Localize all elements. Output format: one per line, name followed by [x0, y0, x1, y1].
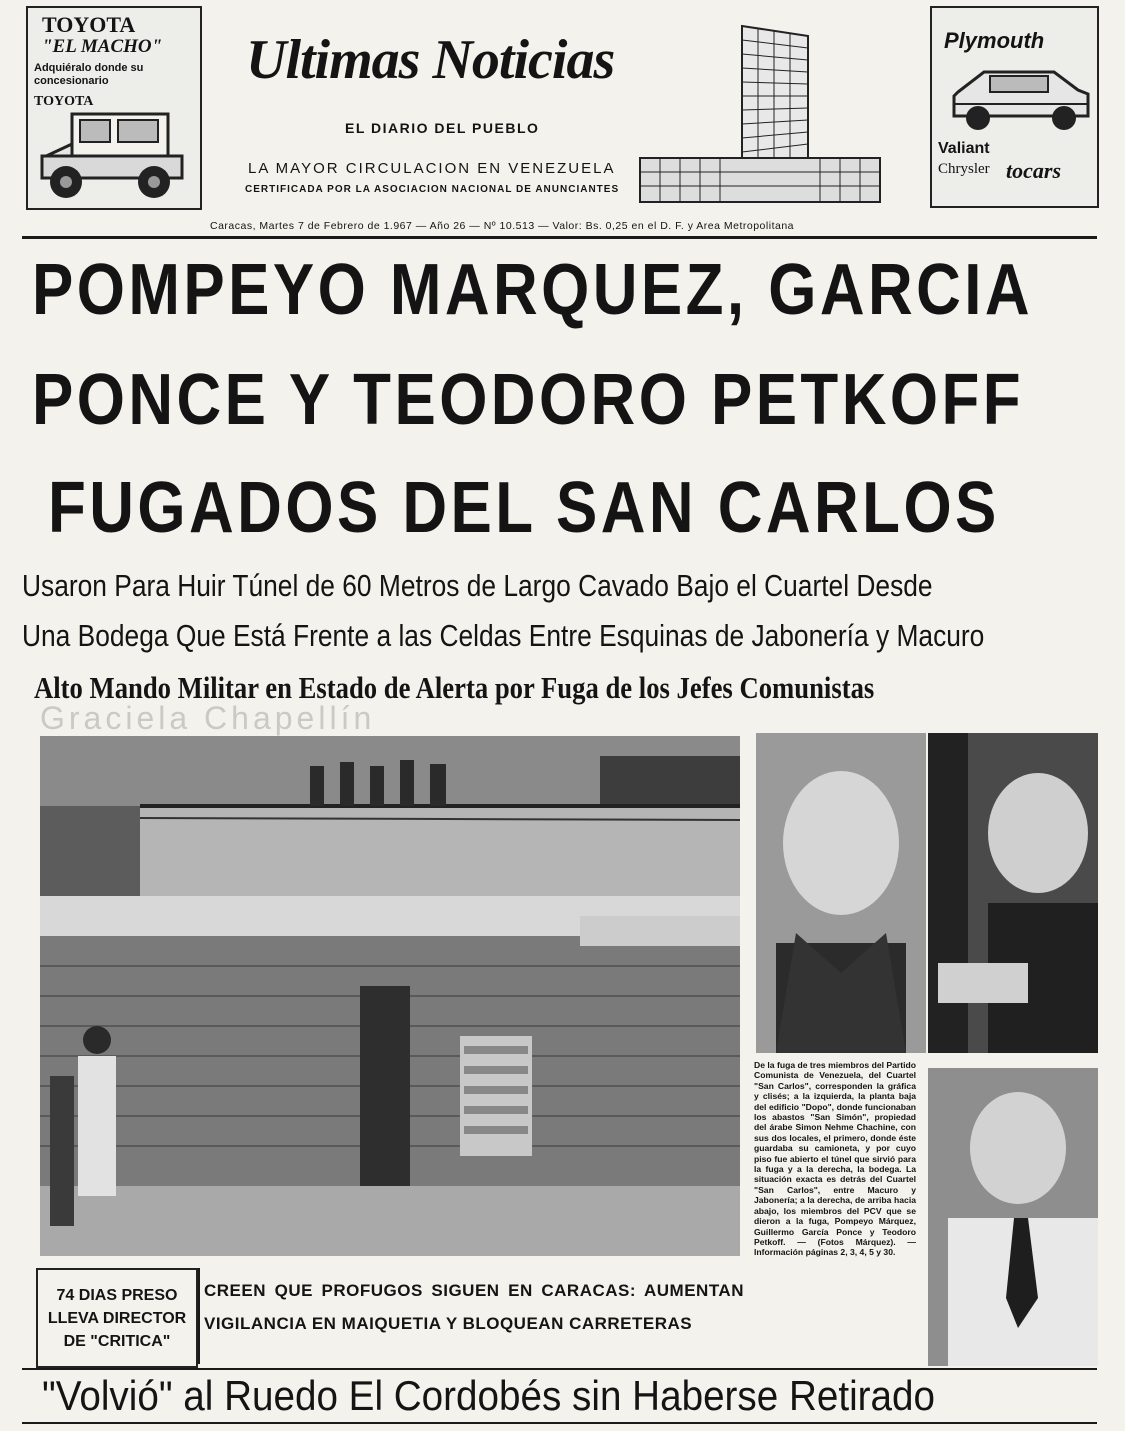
plymouth-ad-valiant: Valiant: [938, 140, 990, 157]
masthead-subtitle: EL DIARIO DEL PUEBLO: [345, 120, 540, 136]
headline-line-3: FUGADOS DEL SAN CARLOS: [48, 468, 1000, 548]
masthead-rule: [22, 236, 1097, 239]
plymouth-ad-chrysler: Chrysler: [938, 161, 990, 177]
bottom-divider: [198, 1268, 200, 1364]
portrait-teodoro-petkoff: [928, 1068, 1098, 1366]
masthead-title: Ultimas Noticias: [246, 29, 615, 91]
footer-rule-bottom: [22, 1422, 1097, 1424]
toyota-ad-line1: TOYOTA: [42, 12, 136, 37]
toyota-ad-line2: "EL MACHO": [42, 36, 163, 57]
plymouth-ad: [930, 6, 1099, 208]
plymouth-ad-dealer: tocars: [1006, 158, 1061, 183]
jeep-illustration: [36, 106, 192, 202]
storefront-photo: [40, 736, 740, 1256]
building-illustration: [630, 20, 892, 210]
headline-line-2: PONCE Y TEODORO PETKOFF: [32, 360, 1024, 440]
toyota-ad: [26, 6, 202, 210]
portrait-pompeyo-marquez: [756, 733, 926, 1053]
footer-headline: "Volvió" al Ruedo El Cordobés sin Haberse Retirado: [42, 1372, 936, 1419]
critica-line-3: DE "CRITICA": [63, 1332, 171, 1350]
headline-line-1: POMPEYO MARQUEZ, GARCIA: [32, 250, 1034, 330]
critica-box: [36, 1268, 198, 1368]
deck-line-2: Una Bodega Que Está Frente a las Celdas Entre Esquinas de Jabonería y Macuro: [22, 618, 985, 653]
toyota-ad-line4: TOYOTA: [34, 94, 94, 109]
photo-caption: De la fuga de tres miembros del Partido Comunista de Venezuela, del Cuartel "San Carlos", corresponden la gráfica y clisés; a la izquierda, la planta baja del edificio "Dopo", donde funcionaban los abastos "San Simón", propiedad del árabe Simon Nehme Chachine, con sus dos locales, el primero, donde éste guardaba su camioneta, y por cuyo piso fue abierto el túnel que sirvió para la fuga y a la derecha, la bodega. La situación exacta es detrás del Cuartel "San Carlos", entre Macuro y Jabonería; a la derecha, de arriba hacia abajo, los miembros del PCV que se dieron a la fuga, Pompeyo Márquez, Guillermo García Ponce y Teodoro Petkoff. — (Fotos Márquez). — Información páginas 2, 3, 4, 5 y 30.: [754, 1060, 916, 1258]
critica-line-2: LLEVA DIRECTOR: [47, 1309, 187, 1327]
masthead-certified: CERTIFICADA POR LA ASOCIACION NACIONAL DE ANUNCIANTES: [245, 184, 620, 195]
car-illustration: [948, 58, 1094, 138]
masthead-circulation: LA MAYOR CIRCULACION EN VENEZUELA: [248, 160, 616, 177]
footer-rule-top: [22, 1368, 1097, 1370]
watermark: Graciela Chapellín: [40, 700, 376, 736]
subhead: Alto Mando Militar en Estado de Alerta por Fuga de los Jefes Comunistas: [34, 670, 875, 705]
deck-line-1: Usaron Para Huir Túnel de 60 Metros de Largo Cavado Bajo el Cuartel Desde: [22, 568, 933, 603]
plymouth-ad-brand: Plymouth: [944, 28, 1045, 53]
critica-line-1: 74 DIAS PRESO: [56, 1286, 178, 1304]
toyota-ad-line3: Adquiéralo donde su concesionario: [34, 62, 144, 87]
bottom-deck: CREEN QUE PROFUGOS SIGUEN EN CARACAS: AUMENTAN VIGILANCIA EN MAIQUETIA Y BLOQUEAN CARRETERAS: [204, 1281, 744, 1333]
portrait-garcia-ponce: [928, 733, 1098, 1053]
dateline: Caracas, Martes 7 de Febrero de 1.967 — Año 26 — Nº 10.513 — Valor: Bs. 0,25 en el D. F. y Area Metropolitana: [210, 220, 795, 232]
